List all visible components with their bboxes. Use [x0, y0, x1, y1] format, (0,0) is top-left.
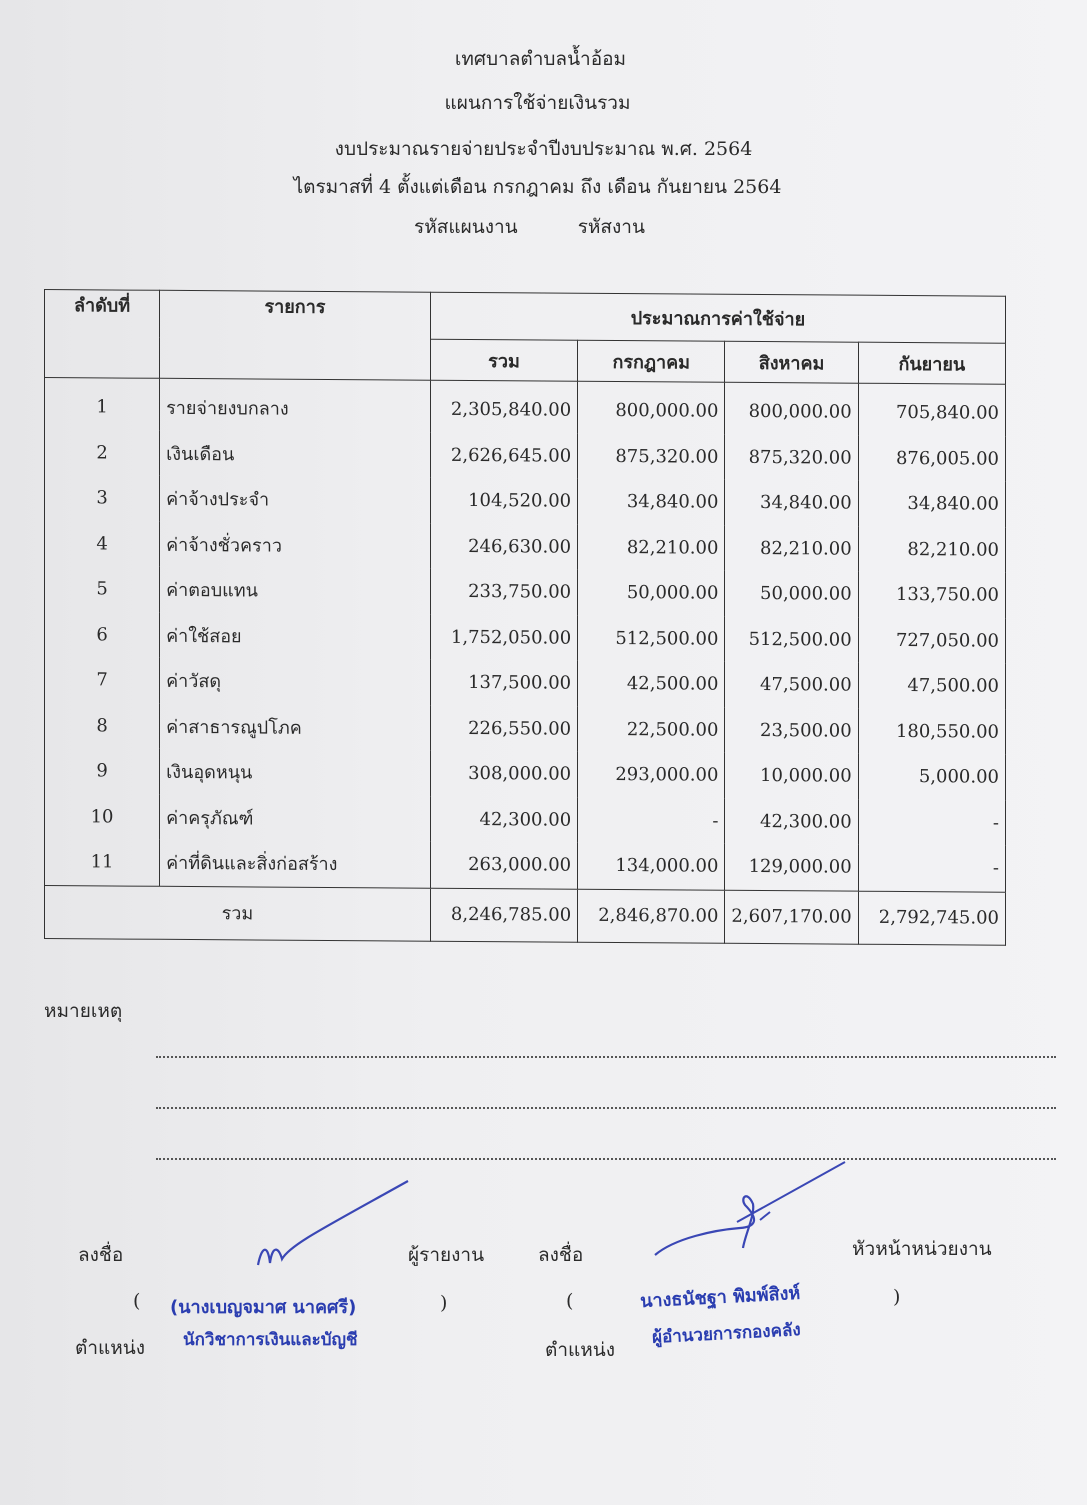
plan-title: แผนการใช้จ่ายเงินรวม [444, 92, 631, 114]
head-name: นางธนัชฐา พิมพ์สิงห์ [639, 1282, 801, 1313]
col-jul-header: กรกฎาคม [578, 340, 725, 382]
table-row [45, 748, 1006, 800]
row-sep: 876,005.00 [858, 435, 1005, 482]
row-total: 2,305,840.00 [430, 380, 577, 433]
row-sep: 82,210.00 [858, 526, 1005, 573]
head-paren-open: ( [566, 1290, 574, 1312]
row-aug: 800,000.00 [725, 382, 858, 435]
grand-total: 8,246,785.00 [430, 888, 577, 942]
reporter-position-label: ตำแหน่ง [75, 1337, 146, 1359]
row-jul: 82,210.00 [578, 524, 725, 571]
row-item: ค่าสาธารณูปโภค [160, 703, 431, 750]
row-aug: 50,000.00 [725, 571, 858, 617]
row-no: 10 [45, 794, 160, 840]
reporter-sign-label: ลงชื่อ [78, 1244, 124, 1266]
row-sep: 133,750.00 [858, 572, 1005, 619]
table-row [45, 839, 1006, 892]
row-aug: 42,300.00 [725, 798, 858, 844]
table-row [45, 794, 1006, 846]
total-label: รวม [45, 885, 431, 941]
row-jul: 512,500.00 [578, 615, 725, 662]
row-no: 4 [45, 521, 160, 567]
table-row [45, 566, 1006, 618]
row-sep: - [858, 799, 1005, 846]
table-row [45, 657, 1006, 709]
row-sep: 705,840.00 [858, 383, 1005, 436]
row-item: ค่าที่ดินและสิ่งก่อสร้าง [160, 840, 431, 888]
row-total: 1,752,050.00 [430, 614, 577, 661]
row-item: รายจ่ายงบกลาง [160, 378, 431, 432]
reporter-title: นักวิชาการเงินและบัญชี [183, 1330, 358, 1350]
row-no: 2 [45, 430, 160, 476]
remarks-line-1 [156, 1056, 1056, 1058]
col-group-header: ประมาณการค่าใช้จ่าย [430, 292, 1005, 343]
row-item: ค่าใช้สอย [160, 612, 431, 659]
row-total: 246,630.00 [430, 523, 577, 570]
row-no: 1 [45, 378, 160, 431]
budget-year: งบประมาณรายจ่ายประจำปีงบประมาณ พ.ศ. 2564 [334, 138, 753, 160]
budget-table [44, 289, 1006, 945]
row-total: 263,000.00 [430, 842, 577, 889]
reporter-paren-open: ( [133, 1290, 141, 1312]
row-total: 2,626,645.00 [430, 432, 577, 479]
row-aug: 875,320.00 [725, 434, 858, 480]
row-aug: 47,500.00 [725, 662, 858, 708]
row-item: ค่าวัสดุ [160, 658, 431, 705]
row-sep: 727,050.00 [858, 617, 1005, 664]
table-body [45, 378, 1006, 892]
row-item: เงินอุดหนุน [160, 749, 431, 796]
quarter-period: ไตรมาสที่ 4 ตั้งแต่เดือน กรกฎาคม ถึง เดือน กันยายน 2564 [293, 176, 782, 198]
row-jul: 42,500.00 [578, 661, 725, 708]
row-sep: 180,550.00 [858, 708, 1005, 755]
row-item: ค่าครุภัณฑ์ [160, 794, 431, 841]
code-line [0, 212, 1073, 242]
row-total: 308,000.00 [430, 751, 577, 798]
col-item-header: รายการ [160, 290, 431, 380]
row-aug: 34,840.00 [725, 480, 858, 526]
col-sep-header: กันยายน [858, 342, 1005, 384]
row-item: ค่าจ้างประจำ [160, 476, 431, 523]
reporter-signature-icon [250, 1175, 420, 1275]
row-aug: 23,500.00 [725, 707, 858, 753]
table-row [45, 430, 1006, 482]
table-row [45, 378, 1006, 437]
remarks-line-3 [156, 1158, 1056, 1160]
row-no: 8 [45, 703, 160, 749]
row-item: ค่าจ้างชั่วคราว [160, 521, 431, 568]
plan-code-label: รหัสแผนงาน [414, 216, 518, 238]
row-aug: 10,000.00 [725, 753, 858, 799]
row-no: 11 [45, 839, 160, 886]
row-total: 226,550.00 [430, 705, 577, 752]
row-total: 233,750.00 [430, 569, 577, 616]
row-sep: 47,500.00 [858, 663, 1005, 710]
row-sep: 34,840.00 [858, 481, 1005, 528]
row-jul: 293,000.00 [578, 752, 725, 799]
col-no-header: ลำดับที่ [45, 290, 160, 379]
row-item: ค่าตอบแทน [160, 567, 431, 614]
row-jul: 134,000.00 [578, 843, 725, 890]
reporter-name: (นางเบญจมาศ นาคศรี) [170, 1297, 357, 1318]
row-sep: - [858, 845, 1005, 892]
row-sep: 5,000.00 [858, 754, 1005, 801]
head-signature-icon [645, 1160, 855, 1270]
row-jul: 875,320.00 [578, 433, 725, 480]
head-paren-close: ) [893, 1286, 901, 1308]
total-row [45, 885, 1006, 945]
row-no: 9 [45, 748, 160, 794]
remarks-label: หมายเหตุ [44, 1000, 123, 1022]
row-no: 6 [45, 612, 160, 658]
row-total: 104,520.00 [430, 478, 577, 525]
row-aug: 129,000.00 [725, 844, 858, 891]
head-role: หัวหน้าหน่วยงาน [852, 1238, 992, 1260]
row-aug: 512,500.00 [725, 616, 858, 662]
work-code-label: รหัสงาน [577, 216, 645, 238]
row-jul: 22,500.00 [578, 706, 725, 753]
table-row [45, 612, 1006, 664]
head-title: ผู้อำนวยการกองคลัง [651, 1320, 802, 1348]
row-jul: 34,840.00 [578, 479, 725, 526]
table-row [45, 521, 1006, 573]
head-sign-label: ลงชื่อ [538, 1244, 584, 1266]
col-aug-header: สิงหาคม [725, 341, 858, 383]
row-jul: - [578, 797, 725, 844]
table-row [45, 703, 1006, 755]
grand-aug: 2,607,170.00 [725, 890, 858, 944]
grand-jul: 2,846,870.00 [578, 889, 725, 943]
row-aug: 82,210.00 [725, 525, 858, 571]
org-name: เทศบาลตำบลน้ำอ้อม [454, 48, 627, 70]
reporter-paren-close: ) [440, 1292, 448, 1314]
row-jul: 800,000.00 [578, 381, 725, 434]
head-position-label: ตำแหน่ง [545, 1339, 616, 1361]
row-item: เงินเดือน [160, 430, 431, 477]
row-jul: 50,000.00 [578, 570, 725, 617]
table-row [45, 475, 1006, 527]
row-no: 3 [45, 475, 160, 521]
row-no: 7 [45, 657, 160, 703]
row-total: 42,300.00 [430, 796, 577, 843]
row-total: 137,500.00 [430, 660, 577, 707]
col-total-header: รวม [430, 339, 577, 381]
remarks-line-2 [156, 1107, 1056, 1109]
reporter-role: ผู้รายงาน [408, 1244, 485, 1266]
row-no: 5 [45, 566, 160, 612]
grand-sep: 2,792,745.00 [858, 891, 1005, 945]
